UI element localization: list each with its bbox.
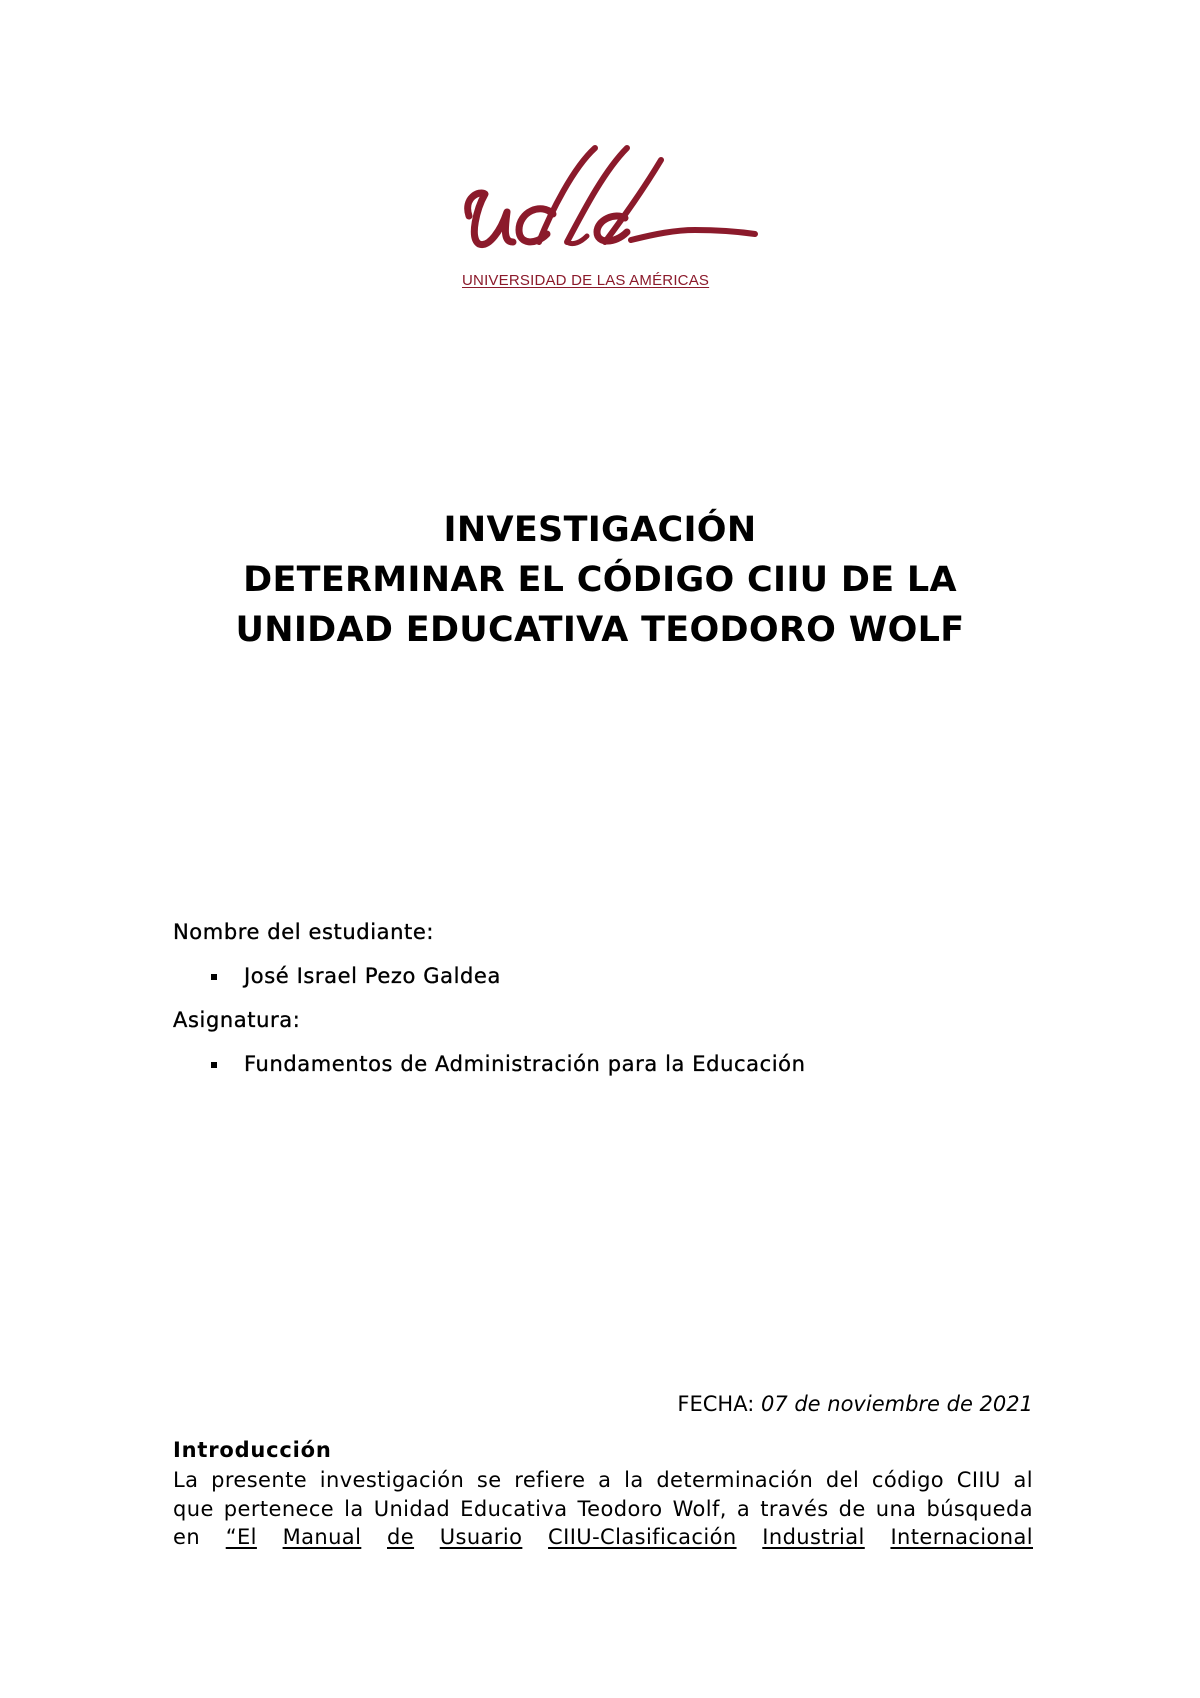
intro-line-3	[173, 1523, 1033, 1552]
student-item	[173, 954, 1033, 998]
introduction-body	[173, 1466, 1033, 1552]
bullet-icon	[211, 974, 217, 980]
date-value: 07 de noviembre de 2021	[760, 1392, 1033, 1416]
date-label: FECHA:	[677, 1392, 755, 1416]
udla-wordmark-icon	[455, 138, 765, 268]
logo-caption: UNIVERSIDAD DE LAS AMÉRICAS	[462, 272, 710, 289]
intro-line-3-prefix: en	[173, 1525, 201, 1549]
bullet-icon	[211, 1062, 217, 1068]
manual-reference-word: Manual	[282, 1525, 362, 1549]
manual-reference-word: CIIU-Clasificación	[548, 1525, 737, 1549]
title-line-1: INVESTIGACIÓN	[443, 510, 757, 550]
document-title	[150, 505, 1050, 655]
manual-reference-word: Industrial	[762, 1525, 865, 1549]
intro-line-1: La presente investigación se refiere a la determinación del código CIIU al	[173, 1468, 1033, 1492]
title-line-2: DETERMINAR EL CÓDIGO CIIU DE LA	[243, 560, 957, 600]
cover-info	[173, 910, 1033, 1086]
student-name: José Israel Pezo Galdea	[244, 964, 501, 988]
date-line	[173, 1392, 1033, 1416]
subject-item	[173, 1042, 1033, 1086]
student-label: Nombre del estudiante:	[173, 920, 435, 944]
subject-name: Fundamentos de Administración para la Educación	[244, 1052, 806, 1076]
introduction-heading: Introducción	[173, 1438, 332, 1462]
manual-reference-word: “El	[225, 1525, 257, 1549]
manual-reference-word: Internacional	[890, 1525, 1033, 1549]
manual-reference-word: Usuario	[439, 1525, 523, 1549]
manual-reference-word: de	[387, 1525, 415, 1549]
subject-label: Asignatura:	[173, 1008, 301, 1032]
intro-line-2: que pertenece la Unidad Educativa Teodoro Wolf, a través de una búsqueda	[173, 1496, 1033, 1521]
title-line-3: UNIDAD EDUCATIVA TEODORO WOLF	[235, 610, 965, 650]
